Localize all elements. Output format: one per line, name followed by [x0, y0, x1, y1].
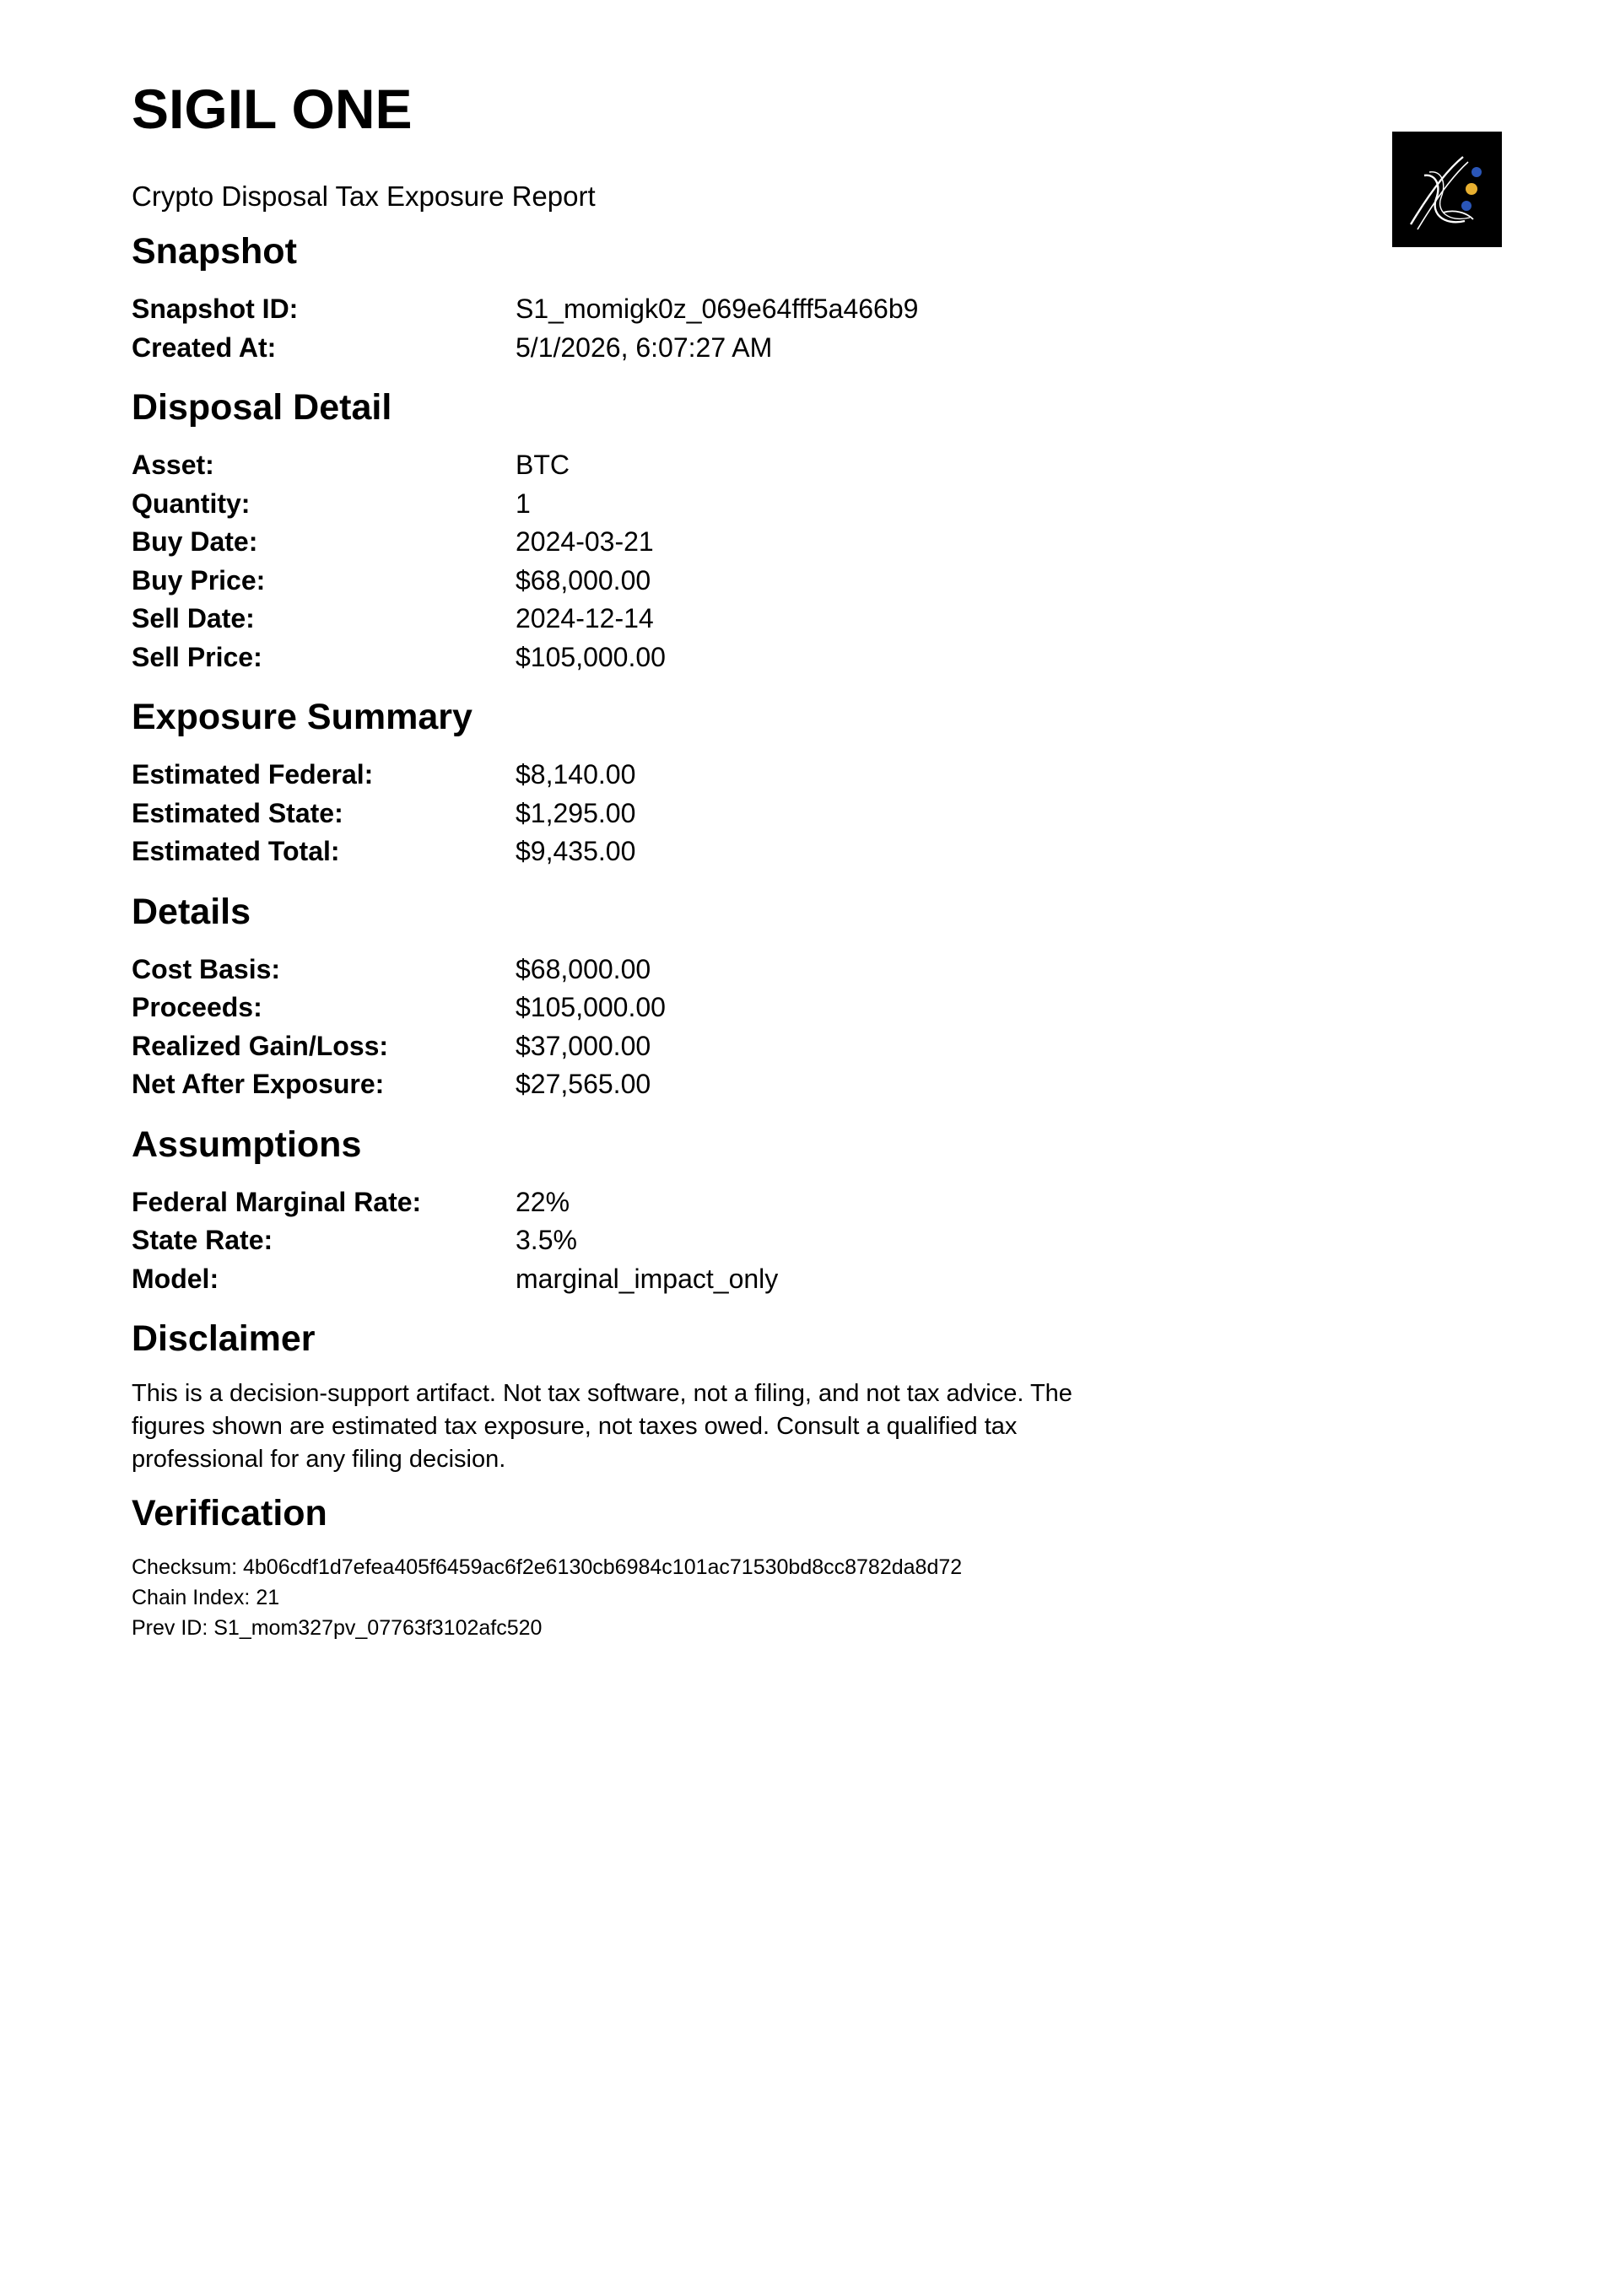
sigil-logo-icon — [1392, 132, 1502, 247]
field-label: Snapshot ID: — [132, 294, 299, 325]
field-label: Quantity: — [132, 488, 251, 519]
section-heading-assumptions: Assumptions — [132, 1124, 362, 1165]
field-label: Buy Price: — [132, 564, 266, 596]
assumptions-fields — [132, 1183, 1144, 1299]
field-label: Model: — [132, 1263, 219, 1294]
field-value: BTC — [516, 450, 570, 481]
field-label: Realized Gain/Loss: — [132, 1030, 389, 1061]
field-label: Federal Marginal Rate: — [132, 1186, 422, 1217]
exposure-fields — [132, 756, 1144, 871]
field-label: Asset: — [132, 450, 214, 481]
kv-row — [132, 523, 1144, 562]
field-value: marginal_impact_only — [516, 1263, 779, 1294]
kv-row — [132, 989, 1144, 1027]
exposure-section — [132, 695, 1144, 871]
disclaimer-section — [132, 1317, 1144, 1476]
field-label: Cost Basis: — [132, 953, 281, 984]
field-value: 2024-12-14 — [516, 603, 654, 634]
disclaimer-text: This is a decision-support artifact. Not tax software, not a filing, and not tax advice. The figures shown are estimated tax exposure, not taxes owed. Consult a qualified tax professional for any filing decision. — [132, 1380, 1072, 1473]
kv-row — [132, 600, 1144, 639]
field-value: $105,000.00 — [516, 992, 666, 1023]
field-label: Buy Date: — [132, 526, 258, 558]
snapshot-section — [132, 229, 1144, 367]
section-heading-exposure: Exposure Summary — [132, 697, 472, 737]
kv-row — [132, 446, 1144, 485]
kv-row — [132, 290, 1144, 329]
kv-row — [132, 485, 1144, 524]
snapshot-fields — [132, 290, 1144, 367]
field-value: $27,565.00 — [516, 1069, 651, 1100]
kv-row — [132, 1027, 1144, 1066]
section-heading-disclaimer: Disclaimer — [132, 1318, 316, 1359]
prev-id-line: Prev ID: S1_mom327pv_07763f3102afc520 — [132, 1616, 543, 1640]
field-label: Created At: — [132, 331, 277, 363]
disposal-section — [132, 385, 1144, 676]
section-heading-disposal: Disposal Detail — [132, 387, 392, 428]
field-value: 5/1/2026, 6:07:27 AM — [516, 331, 773, 363]
field-value: 2024-03-21 — [516, 526, 654, 558]
field-label: Proceeds: — [132, 992, 262, 1023]
kv-row — [132, 1065, 1144, 1104]
kv-row — [132, 795, 1144, 833]
field-value: $105,000.00 — [516, 641, 666, 672]
chain-index-line: Chain Index: 21 — [132, 1586, 280, 1609]
details-section — [132, 890, 1144, 1104]
field-label: Sell Date: — [132, 603, 255, 634]
section-heading-snapshot: Snapshot — [132, 231, 297, 272]
report-title: Crypto Disposal Tax Exposure Report — [132, 181, 596, 212]
field-label: Estimated State: — [132, 797, 343, 828]
field-label: Estimated Federal: — [132, 759, 374, 790]
field-value: $8,140.00 — [516, 759, 636, 790]
kv-row — [132, 562, 1144, 601]
field-label: State Rate: — [132, 1225, 273, 1256]
kv-row — [132, 1183, 1144, 1222]
field-value: 3.5% — [516, 1225, 577, 1256]
kv-row — [132, 329, 1144, 368]
brand-title: SIGIL ONE — [132, 78, 413, 140]
checksum-line: Checksum: 4b06cdf1d7efea405f6459ac6f2e6130cb6984c101ac71530bd8cc8782da8d72 — [132, 1555, 963, 1579]
kv-row — [132, 1260, 1144, 1299]
verification-section — [132, 1491, 1144, 1643]
field-value: S1_momigk0z_069e64fff5a466b9 — [516, 294, 919, 325]
field-value: 1 — [516, 488, 531, 519]
kv-row — [132, 951, 1144, 989]
field-value: $9,435.00 — [516, 836, 636, 867]
section-heading-verification: Verification — [132, 1493, 327, 1533]
field-value: $37,000.00 — [516, 1030, 651, 1061]
section-heading-details: Details — [132, 891, 251, 932]
field-label: Sell Price: — [132, 641, 262, 672]
field-value: 22% — [516, 1186, 570, 1217]
assumptions-section — [132, 1123, 1144, 1299]
kv-row — [132, 639, 1144, 677]
details-fields — [132, 951, 1144, 1104]
field-value: $68,000.00 — [516, 953, 651, 984]
field-label: Net After Exposure: — [132, 1069, 385, 1100]
field-value: $68,000.00 — [516, 564, 651, 596]
field-value: $1,295.00 — [516, 797, 636, 828]
kv-row — [132, 1221, 1144, 1260]
disposal-fields — [132, 446, 1144, 676]
kv-row — [132, 833, 1144, 871]
field-label: Estimated Total: — [132, 836, 340, 867]
report-sections — [132, 229, 1144, 1643]
kv-row — [132, 756, 1144, 795]
